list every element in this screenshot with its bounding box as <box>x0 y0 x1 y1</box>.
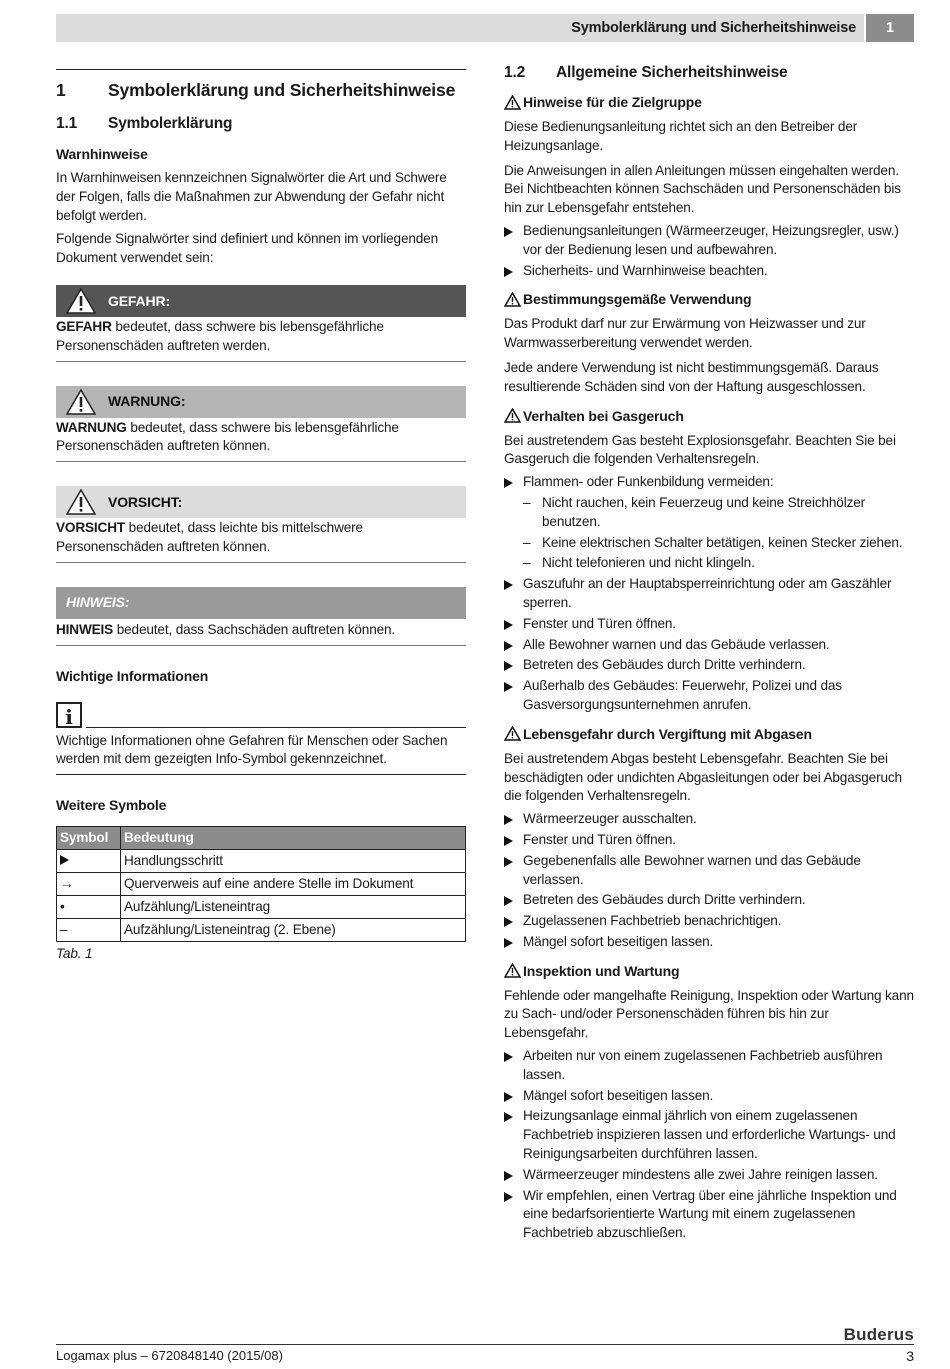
action-list <box>504 575 914 715</box>
divider <box>56 69 466 70</box>
action-arrow-icon <box>504 857 513 867</box>
danger-notice-body <box>56 317 466 362</box>
list-item-text: Betreten des Gebäudes durch Dritte verhindern. <box>523 657 806 673</box>
action-arrow-icon <box>504 478 513 488</box>
paragraph: Fehlende oder mangelhafte Reinigung, Inspektion oder Wartung kann zu Sach- und/oder Personenschäden führen bis hin zur Lebensgefahr. <box>504 987 914 1041</box>
warning-triangle-icon <box>66 489 96 515</box>
dash-bullet: – <box>523 534 531 550</box>
warnings-paragraph-1: In Warnhinweisen kennzeichnen Signalwörter die Art und Schwere der Folgen, falls die Maßnahmen zur Abwendung der Gefahr nicht befolgt werden. <box>56 170 447 223</box>
list-item-text: Wärmeerzeuger mindestens alle zwei Jahre reinigen lassen. <box>523 1166 878 1182</box>
sub-list-item <box>523 554 914 573</box>
list-item <box>504 1087 914 1106</box>
table-row <box>57 873 466 896</box>
subsection-title: Bestimmungsgemäße Verwendung <box>523 291 752 308</box>
warning-triangle-icon <box>504 963 521 978</box>
list-item-text: Mängel sofort beseitigen lassen. <box>523 1087 714 1103</box>
info-notice-body: Wichtige Informationen ohne Gefahren für Menschen oder Sachen werden mit dem gezeigten Info-Symbol gekennzeichnet. <box>56 728 466 776</box>
list-item-text: Außerhalb des Gebäudes: Feuerwehr, Polizei und das Gasversorgungsunternehmen anrufen. <box>523 678 842 712</box>
list-item-text: Mängel sofort beseitigen lassen. <box>523 933 714 949</box>
subsection-title: Verhalten bei Gasgeruch <box>523 407 684 424</box>
info-notice-header <box>56 698 466 728</box>
list-item <box>504 891 914 910</box>
header-chapter-number: 1 <box>866 14 914 42</box>
section-number: 1.1 <box>56 115 78 132</box>
list-item-text: Gegebenenfalls alle Bewohner warnen und das Gebäude verlassen. <box>523 852 861 887</box>
paragraph: Die Anweisungen in allen Anleitungen müssen eingehalten werden. Bei Nichtbeachten können Sachschäden und Personenschäden bis hin zur Lebensgefahr entstehen. <box>504 162 901 216</box>
action-arrow-icon <box>504 917 513 927</box>
divider <box>86 727 466 728</box>
list-item <box>504 810 914 829</box>
list-item-text: Nicht rauchen, kein Feuerzeug und keine Streichhölzer benutzen. <box>542 494 866 529</box>
right-column <box>504 60 914 1243</box>
action-arrow-icon <box>504 641 513 651</box>
info-notice <box>56 698 466 776</box>
list-item <box>504 636 914 655</box>
list-item <box>504 575 914 613</box>
subsection-title: Hinweise für die Zielgruppe <box>523 94 702 110</box>
table-caption: Tab. 1 <box>56 946 93 962</box>
danger-notice-header <box>56 285 466 317</box>
list-item <box>504 677 914 715</box>
action-arrow-icon <box>504 580 513 590</box>
paragraph: Bei austretendem Abgas besteht Lebensgefahr. Beachten Sie bei beschädigten oder undichten Abgasleitungen oder bei Abgasgeruch die folgenden Verhaltensregeln. <box>504 750 902 804</box>
list-item-text: Flammen- oder Funkenbildung vermeiden: <box>523 474 774 490</box>
list-item <box>504 1107 914 1163</box>
table-cell: Aufzählung/Listeneintrag (2. Ebene) <box>121 919 466 942</box>
list-item-text: Heizungsanlage einmal jährlich von einem zugelassenen Fachbetrieb inspizieren lassen und erforderliche Wartungs- und Reinigungsarbeiten durchführen lassen. <box>523 1108 896 1162</box>
action-arrow-icon <box>60 855 69 865</box>
hint-notice <box>56 587 466 646</box>
warnings-paragraph-2: Folgende Signalwörter sind definiert und können im vorliegenden Dokument verwendet sein: <box>56 231 438 266</box>
warning-notice <box>56 386 466 463</box>
action-list <box>504 1047 914 1243</box>
target-group-heading <box>504 92 914 112</box>
caution-notice <box>56 486 466 563</box>
hint-label: HINWEIS: <box>66 594 130 611</box>
list-item-text: Alle Bewohner warnen und das Gebäude verlassen. <box>523 636 830 652</box>
action-arrow-icon <box>504 1112 513 1122</box>
table-header-row <box>57 827 466 850</box>
section-title: Symbolerklärung und Sicherheitshinweise <box>108 80 456 100</box>
header-title: Symbolerklärung und Sicherheitshinweise <box>571 20 856 36</box>
list-item-text: Arbeiten nur von einem zugelassenen Fachbetrieb ausführen lassen. <box>523 1048 883 1082</box>
hint-notice-body <box>56 619 466 646</box>
symbol-cell: • <box>57 896 121 919</box>
dash-bullet: – <box>523 555 531 571</box>
table-row <box>57 919 466 942</box>
warning-triangle-icon <box>504 726 521 741</box>
danger-label: GEFAHR: <box>108 292 170 309</box>
intended-use-heading <box>504 289 914 309</box>
action-arrow-icon <box>504 1052 513 1062</box>
signal-word: HINWEIS <box>56 621 114 637</box>
list-item <box>504 1166 914 1185</box>
symbols-table <box>56 826 466 942</box>
sub-list <box>504 494 914 573</box>
action-list <box>504 810 914 952</box>
action-arrow-icon <box>504 620 513 630</box>
footer-divider <box>56 1344 914 1345</box>
column-header: Symbol <box>57 827 121 850</box>
table-row <box>57 850 466 873</box>
sub-list-item <box>523 534 914 553</box>
list-item-text: Betreten des Gebäudes durch Dritte verhindern. <box>523 892 806 908</box>
list-item-text: Fenster und Türen öffnen. <box>523 831 676 847</box>
warning-notice-body <box>56 418 466 463</box>
list-item-text: Fenster und Türen öffnen. <box>523 615 676 631</box>
dash-bullet: – <box>523 494 531 510</box>
section-title: Symbolerklärung <box>108 115 233 132</box>
symbol-cell: – <box>57 919 121 942</box>
brand-logo: Buderus <box>843 1325 914 1344</box>
gas-smell-heading <box>504 406 914 426</box>
table-cell: Querverweis auf eine andere Stelle im Dokument <box>121 873 466 896</box>
list-item-text: Keine elektrischen Schalter betätigen, keinen Stecker ziehen. <box>542 534 903 550</box>
warning-triangle-icon <box>504 408 521 423</box>
section-number: 1 <box>56 80 66 100</box>
caution-notice-header <box>56 486 466 518</box>
signal-word: WARNUNG <box>56 419 127 435</box>
list-item <box>504 933 914 952</box>
action-arrow-icon <box>504 227 513 237</box>
warning-notice-header <box>56 386 466 418</box>
paragraph: Diese Bedienungsanleitung richtet sich an den Betreiber der Heizungsanlage. <box>504 119 858 153</box>
action-arrow-icon <box>504 815 513 825</box>
caution-label: VORSICHT: <box>108 493 183 510</box>
more-symbols-heading: Weitere Symbole <box>56 797 167 814</box>
important-info-heading: Wichtige Informationen <box>56 667 209 684</box>
signal-word: VORSICHT <box>56 520 126 536</box>
section-number: 1.2 <box>504 64 526 81</box>
subsection-title: Inspektion und Wartung <box>523 962 680 979</box>
info-icon: i <box>56 702 82 728</box>
list-item-text: Sicherheits- und Warnhinweise beachten. <box>523 262 768 278</box>
hint-notice-header <box>56 587 466 619</box>
warnings-heading: Warnhinweise <box>56 146 148 162</box>
signal-description: bedeutet, dass schwere bis lebensgefährliche Personenschäden auftreten werden. <box>56 318 384 353</box>
signal-description: bedeutet, dass schwere bis lebensgefährliche Personenschäden auftreten können. <box>56 419 399 454</box>
list-item <box>504 222 914 260</box>
warning-triangle-icon <box>66 389 96 415</box>
section-heading-1-2 <box>504 62 914 84</box>
list-item-text: Nicht telefonieren und nicht klingeln. <box>542 555 755 571</box>
list-item-text: Bedienungsanleitungen (Wärmeerzeuger, Heizungsregler, usw.) vor der Bedienung lesen und aufbewahren. <box>523 222 899 257</box>
warning-triangle-icon <box>66 288 96 314</box>
list-item-text: Wir empfehlen, einen Vertrag über eine jährliche Inspektion und eine bedarfsorientierte Wartung mit einem zugelassenen Fachbetrieb abzuschließen. <box>523 1187 897 1241</box>
action-arrow-icon <box>504 1092 513 1102</box>
exhaust-poisoning-heading <box>504 724 914 744</box>
table-cell: Aufzählung/Listeneintrag <box>121 896 466 919</box>
section-heading-1 <box>56 78 466 102</box>
action-arrow-icon <box>504 661 513 671</box>
footer-document-id: Logamax plus – 6720848140 (2015/08) <box>56 1348 283 1363</box>
column-header: Bedeutung <box>121 827 466 850</box>
action-arrow-icon <box>504 682 513 692</box>
list-item-text: Zugelassenen Fachbetrieb benachrichtigen. <box>523 913 782 929</box>
danger-notice <box>56 285 466 362</box>
list-item-text: Wärmeerzeuger ausschalten. <box>523 811 697 827</box>
action-list <box>504 222 914 280</box>
list-item <box>504 831 914 850</box>
signal-description: bedeutet, dass Sachschäden auftreten können. <box>113 621 396 637</box>
list-item <box>504 656 914 675</box>
paragraph: Bei austretendem Gas besteht Explosionsgefahr. Beachten Sie bei Gasgeruch die folgenden Verhaltensregeln. <box>504 432 896 467</box>
table-row <box>57 896 466 919</box>
list-item <box>504 473 914 492</box>
action-step-symbol-cell <box>57 850 121 873</box>
table-cell: Handlungsschritt <box>121 850 466 873</box>
action-arrow-icon <box>504 1171 513 1181</box>
paragraph: Jede andere Verwendung ist nicht bestimmungsgemäß. Daraus resultierende Schäden sind von der Haftung ausgeschlossen. <box>504 359 879 394</box>
warning-triangle-icon <box>504 292 521 307</box>
paragraph: Das Produkt darf nur zur Erwärmung von Heizwasser und zur Warmwasserbereitung verwendet werden. <box>504 316 866 351</box>
action-arrow-icon <box>504 896 513 906</box>
action-arrow-icon <box>504 1192 513 1202</box>
subsection-title: Lebensgefahr durch Vergiftung mit Abgasen <box>523 725 812 742</box>
list-item-text: Gaszufuhr an der Hauptabsperreinrichtung oder am Gaszähler sperren. <box>523 576 892 610</box>
caution-notice-body <box>56 518 466 563</box>
warning-triangle-icon <box>504 95 521 110</box>
action-arrow-icon <box>504 267 513 277</box>
list-item <box>504 262 914 281</box>
section-title: Allgemeine Sicherheitshinweise <box>556 64 788 81</box>
signal-word: GEFAHR <box>56 318 112 334</box>
inspection-maintenance-heading <box>504 961 914 981</box>
action-arrow-icon <box>504 836 513 846</box>
warning-label: WARNUNG: <box>108 393 186 410</box>
page-number: 3 <box>906 1348 914 1364</box>
list-item <box>504 912 914 931</box>
list-item <box>504 1187 914 1243</box>
list-item <box>504 615 914 634</box>
section-heading-1-1 <box>56 113 466 135</box>
symbol-cell: → <box>57 873 121 896</box>
action-arrow-icon <box>504 938 513 948</box>
list-item <box>504 852 914 890</box>
left-column <box>56 60 466 964</box>
sub-list-item <box>523 494 914 532</box>
list-item <box>504 1047 914 1085</box>
signal-description: bedeutet, dass leichte bis mittelschwere Personenschäden auftreten können. <box>56 520 363 554</box>
action-list <box>504 473 914 492</box>
